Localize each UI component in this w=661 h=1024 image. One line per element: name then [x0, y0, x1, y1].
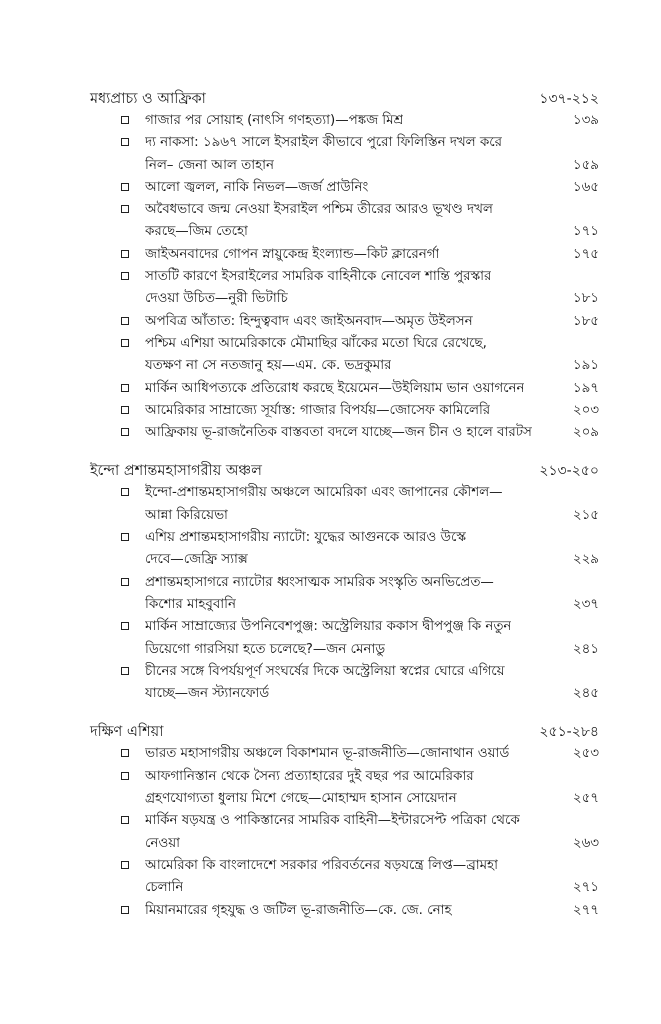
- entry-page-number: ২২৯: [572, 552, 599, 568]
- toc-section: [0, 721, 661, 921]
- entry-line: [145, 311, 599, 333]
- entry-title-line: অবৈধভাবে জন্ম নেওয়া ইসরাইল পশ্চিম তীরের আরও ভূখণ্ড দখল: [145, 202, 493, 218]
- checkbox-icon: [121, 428, 129, 436]
- entry-page-number: ১৮৫: [572, 313, 599, 329]
- entry-title-line: আমেরিকার সাম্রাজ্যে সূর্যাস্ত: গাজার বিপর্যয়—জোসেফ কামিলেরি: [145, 402, 491, 418]
- checkbox-icon: [121, 384, 129, 392]
- entry-line: [145, 855, 599, 877]
- entry-title-line: অপবিত্র আঁতাত: হিন্দুত্ববাদ এবং জাইঅনবাদ—অমৃত উইলসন: [145, 313, 473, 329]
- entry-page-number: ২৭৭: [572, 902, 599, 918]
- entry-title-line: দ্য নাকসা: ১৯৬৭ সালে ইসরাইল কীভাবে পুরো ফিলিস্তিন দখল করে: [145, 135, 503, 151]
- entry-title-line: যতক্ষণ না সে নতজানু হয়—এম. কে. ভদ্রকুমার: [145, 358, 392, 374]
- entry-page-number: ২৬৩: [572, 835, 599, 851]
- entry-line: [145, 199, 599, 221]
- entry-line: [145, 155, 599, 177]
- section-page-range: ২৫১-২৮৪: [539, 724, 599, 741]
- entry-title-line: আন্না কিরিয়েভা: [145, 507, 228, 523]
- entry-title-line: আমেরিকা কি বাংলাদেশে সরকার পরিবর্তনের ষড়যন্ত্রে লিপ্ত—ব্রামহা: [145, 857, 498, 873]
- toc-entry[interactable]: [0, 244, 661, 266]
- toc-entry[interactable]: [0, 900, 661, 922]
- section-heading: [0, 721, 661, 743]
- checkbox-icon: [121, 861, 129, 869]
- entry-title-line: দেবে—জেফ্রি স্যাক্স: [145, 552, 248, 568]
- entry-line: [145, 549, 599, 571]
- entry-title-line: নিল– জেনা আল তাহান: [145, 157, 274, 173]
- entry-line: [145, 572, 599, 594]
- entry-line: [145, 743, 599, 765]
- entry-line: [145, 400, 599, 422]
- toc-entry[interactable]: [0, 482, 661, 527]
- entry-title-line: চীনের সঙ্গে বিপর্যয়পূর্ণ সংঘর্ষের দিকে অস্ট্রেলিয়া স্বপ্নের ঘোরে এগিয়ে: [145, 663, 505, 679]
- entry-title-line: আফ্রিকায় ভূ-রাজনৈতিক বাস্তবতা বদলে যাচ্ছে—জন চীন ও হালে বারটস: [145, 425, 532, 441]
- toc-entry[interactable]: [0, 266, 661, 311]
- checkbox-icon: [121, 533, 129, 541]
- section-page-range: ২১৩-২৫০: [539, 463, 599, 480]
- entry-line: [145, 355, 599, 377]
- entry-line: [145, 639, 599, 661]
- entry-title-line: নেওয়া: [145, 835, 181, 851]
- checkbox-icon: [121, 317, 129, 325]
- entry-title-line: মিয়ানমারের গৃহযুদ্ধ ও জটিল ভূ-রাজনীতি—কে. জে. নোহ: [145, 902, 452, 918]
- entry-title-line: আফগানিস্তান থেকে সৈন্য প্রত্যাহারের দুই বছর পর আমেরিকার: [145, 768, 474, 784]
- entry-page-number: ১৭১: [572, 224, 599, 240]
- section-heading: [0, 460, 661, 482]
- entry-page-number: ১৫৯: [572, 157, 599, 173]
- toc-entry[interactable]: [0, 572, 661, 617]
- entry-title-line: জাইঅনবাদের গোপন স্নায়ুকেন্দ্র ইংল্যান্ড—কিট ক্লারেনর্গা: [145, 246, 440, 262]
- checkbox-icon: [121, 622, 129, 630]
- entry-line: [145, 333, 599, 355]
- entry-line: [145, 833, 599, 855]
- entry-title-line: চেলানি: [145, 880, 184, 896]
- entry-page-number: ২৭১: [572, 880, 599, 896]
- toc-entry[interactable]: [0, 766, 661, 811]
- entry-line: [145, 877, 599, 899]
- checkbox-icon: [121, 906, 129, 914]
- section-heading: [0, 88, 661, 110]
- section-page-range: ১৩৭-২১২: [539, 91, 599, 107]
- toc-entry[interactable]: [0, 378, 661, 400]
- entry-title-line: সাতটি কারণে ইসরাইলের সামরিক বাহিনীকে নোবেল শান্তি পুরস্কার: [145, 269, 492, 285]
- entry-title-line: যাচ্ছে—জন স্ট্যানফোর্ড: [145, 686, 270, 702]
- checkbox-icon: [121, 116, 129, 124]
- table-of-contents: [0, 88, 661, 922]
- entry-title-line: মার্কিন ষড়যন্ত্র ও পাকিস্তানের সামরিক বাহিনী—ইন্টারসেপ্ট পত্রিকা থেকে: [145, 813, 520, 829]
- checkbox-icon: [121, 578, 129, 586]
- entry-line: [145, 594, 599, 616]
- entry-line: [145, 378, 599, 400]
- entry-title-line: আলো জ্বলল, নাকি নিভল—জর্জ প্রাউনিং: [145, 179, 369, 195]
- toc-entry[interactable]: [0, 177, 661, 199]
- entry-title-line: ভারত মহাসাগরীয় অঞ্চলে বিকাশমান ভূ-রাজনীতি—জোনাথান ওয়ার্ড: [145, 746, 510, 762]
- entry-line: [145, 482, 599, 504]
- entry-line: [145, 616, 599, 638]
- entry-page-number: ১৮১: [572, 291, 599, 307]
- entry-title-line: মার্কিন সাম্রাজ্যের উপনিবেশপুঞ্জ: অস্ট্রেলিয়ার ককাস দ্বীপপুঞ্জ কি নতুন: [145, 619, 512, 635]
- entry-title-line: মার্কিন আধিপত্যকে প্রতিরোধ করছে ইয়েমেন—উইলিয়াম ভান ওয়াগনেন: [145, 380, 525, 396]
- entry-line: [145, 110, 599, 132]
- entry-line: [145, 788, 599, 810]
- checkbox-icon: [121, 205, 129, 213]
- checkbox-icon: [121, 772, 129, 780]
- toc-entry[interactable]: [0, 400, 661, 422]
- checkbox-icon: [121, 667, 129, 675]
- toc-entry[interactable]: [0, 743, 661, 765]
- checkbox-icon: [121, 406, 129, 414]
- section-title: মধ্যপ্রাচ্য ও আফ্রিকা: [90, 91, 206, 107]
- entry-title-line: প্রশান্তমহাসাগরে ন্যাটোর ধ্বংসাত্মক সামরিক সংস্কৃতি অনভিপ্রেত—: [145, 574, 494, 590]
- entry-page-number: ১৯৭: [572, 380, 599, 396]
- toc-entry[interactable]: [0, 333, 661, 378]
- toc-entry[interactable]: [0, 311, 661, 333]
- toc-entry[interactable]: [0, 661, 661, 706]
- entry-line: [145, 505, 599, 527]
- section-title: দক্ষিণ এশিয়া: [90, 724, 164, 741]
- entry-page-number: ১৯১: [572, 358, 599, 374]
- entry-title-line: এশিয় প্রশান্তমহাসাগরীয় ন্যাটো: যুদ্ধের আগুনকে আরও উস্কে: [145, 530, 466, 546]
- toc-entry[interactable]: [0, 616, 661, 661]
- checkbox-icon: [121, 749, 129, 757]
- entry-title-line: ডিয়েগো গারসিয়া হতে চলেছে?—জন মেনাডু: [145, 641, 386, 657]
- entry-page-number: ১৬৫: [572, 179, 599, 195]
- toc-section: [0, 88, 661, 444]
- checkbox-icon: [121, 250, 129, 258]
- toc-entry[interactable]: [0, 422, 661, 444]
- entry-page-number: ১৭৫: [572, 246, 599, 262]
- checkbox-icon: [121, 488, 129, 496]
- entry-page-number: ২৪৫: [572, 686, 599, 702]
- entry-title-line: কিশোর মাহবুবানি: [145, 596, 236, 612]
- entry-line: [145, 132, 599, 154]
- entry-page-number: ২৫৩: [572, 746, 599, 762]
- entry-line: [145, 221, 599, 243]
- entry-line: [145, 266, 599, 288]
- entry-page-number: ২০৩: [572, 402, 599, 418]
- entry-page-number: ২৫৭: [572, 791, 599, 807]
- toc-entry[interactable]: [0, 855, 661, 900]
- toc-entry[interactable]: [0, 810, 661, 855]
- entry-line: [145, 810, 599, 832]
- entry-line: [145, 661, 599, 683]
- entry-page-number: ২৪১: [572, 641, 599, 657]
- entry-page-number: ২০৯: [572, 425, 599, 441]
- entry-line: [145, 422, 599, 444]
- checkbox-icon: [121, 816, 129, 824]
- entry-page-number: ১৩৯: [572, 113, 599, 128]
- entry-page-number: ২৩৭: [572, 596, 599, 612]
- entry-line: [145, 288, 599, 310]
- entry-title-line: ইন্দো-প্রশান্তমহাসাগরীয় অঞ্চলে আমেরিকা এবং জাপানের কৌশল—: [145, 485, 503, 501]
- checkbox-icon: [121, 138, 129, 146]
- entry-line: [145, 527, 599, 549]
- toc-entry[interactable]: [0, 527, 661, 572]
- entry-title-line: গ্রহণযোগ্যতা ধুলায় মিশে গেছে—মোহাম্মদ হাসান সোয়েদান: [145, 791, 457, 807]
- toc-entry[interactable]: [0, 132, 661, 177]
- entry-title-line: গাজার পর সোয়াহ (নাৎসি গণহত্যা)—পঙ্কজ মিশ্র: [145, 113, 404, 128]
- entry-title-line: পশ্চিম এশিয়া আমেরিকাকে মৌমাছির ঝাঁকের মতো ঘিরে রেখেছে,: [145, 335, 487, 351]
- toc-entry[interactable]: [0, 110, 661, 132]
- checkbox-icon: [121, 183, 129, 191]
- entry-page-number: ২১৫: [572, 507, 599, 523]
- toc-section: [0, 460, 661, 705]
- entry-title-line: দেওয়া উচিত—নুরী ভিটাচি: [145, 291, 288, 307]
- entry-line: [145, 683, 599, 705]
- entry-line: [145, 244, 599, 266]
- checkbox-icon: [121, 339, 129, 347]
- entry-title-line: করছে—জিম তেহো: [145, 224, 248, 240]
- entry-line: [145, 177, 599, 199]
- section-title: ইন্দো প্রশান্তমহাসাগরীয় অঞ্চল: [90, 463, 262, 480]
- entry-line: [145, 900, 599, 922]
- entry-line: [145, 766, 599, 788]
- checkbox-icon: [121, 272, 129, 280]
- toc-entry[interactable]: [0, 199, 661, 244]
